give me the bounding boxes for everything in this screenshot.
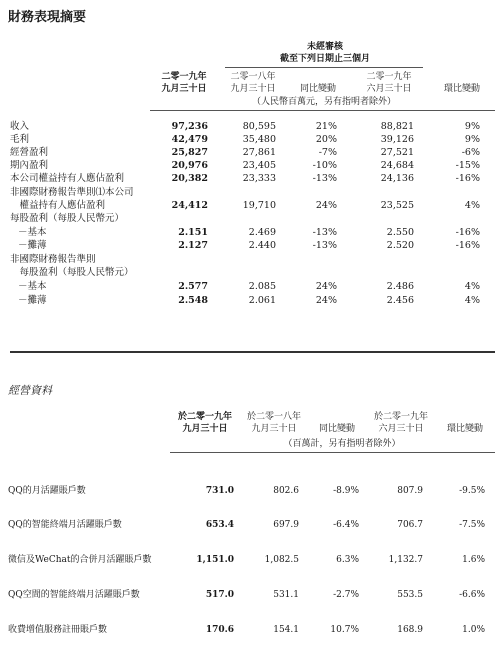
- cell-v5: -16%: [455, 240, 480, 251]
- table-row: [0, 133, 500, 146]
- cell-v5: -16%: [455, 227, 480, 238]
- cell-v1: 2.151: [178, 227, 208, 238]
- t2-col1-year: 於二零一九年: [177, 412, 232, 422]
- cell-v2: 531.1: [273, 590, 299, 600]
- t2-col1-date: 九月三十日: [182, 424, 228, 434]
- table-row: [0, 589, 500, 602]
- cell-v4: 553.5: [397, 590, 423, 600]
- cell-v1: 20,382: [171, 173, 208, 184]
- cell-v2: 2.440: [248, 240, 276, 251]
- cell-v4: 168.9: [397, 625, 423, 635]
- cell-v4: 2.550: [386, 227, 414, 238]
- cell-v5: 4%: [464, 295, 480, 306]
- row-label: －基本: [18, 227, 47, 238]
- table-row: [0, 280, 500, 293]
- cell-v5: -6%: [461, 147, 480, 158]
- col4-year: 二零一九年: [366, 72, 412, 82]
- row-label: QQ空間的智能終端月活躍賬戶數: [8, 590, 140, 600]
- cell-v5: 1.6%: [462, 555, 485, 565]
- row-label: 每股盈利（每股人民幣元）: [10, 213, 125, 224]
- cell-v5: -16%: [455, 173, 480, 184]
- cell-v4: 27,521: [380, 147, 414, 158]
- cell-v3: -2.7%: [333, 590, 359, 600]
- cell-v1: 170.6: [205, 625, 234, 635]
- row-label: －攤薄: [18, 295, 47, 306]
- cell-v2: 80,595: [242, 121, 276, 132]
- cell-v1: 20,976: [171, 160, 208, 171]
- cell-v3: -13%: [312, 227, 337, 238]
- row-label: 經營盈利: [10, 147, 49, 158]
- row-label: －攤薄: [18, 240, 47, 251]
- row-label: 每股盈利（每股人民幣元）: [10, 267, 134, 278]
- col2-year: 二零一八年: [230, 72, 276, 82]
- table-row: [0, 159, 500, 172]
- cell-v2: 23,405: [242, 160, 276, 171]
- cell-v2: 27,861: [242, 147, 276, 158]
- t2-col5-header: 環比變動: [446, 424, 483, 434]
- cell-v3: -13%: [312, 240, 337, 251]
- cell-v3: 20%: [315, 134, 337, 145]
- table-row: [0, 199, 500, 212]
- cell-v3: 21%: [315, 121, 337, 132]
- table-row: [0, 239, 500, 252]
- cell-v2: 19,710: [242, 200, 276, 211]
- cell-v1: 1,151.0: [196, 555, 234, 565]
- unaudited-header: 未經審核: [306, 42, 343, 52]
- t2-col4-year: 於二零一九年: [373, 412, 428, 422]
- cell-v2: 697.9: [273, 520, 299, 530]
- row-label: －基本: [18, 281, 47, 292]
- row-label: 收入: [10, 121, 30, 132]
- table-row: [0, 253, 500, 266]
- table-row: [0, 172, 500, 185]
- cell-v5: 1.0%: [462, 625, 485, 635]
- cell-v4: 24,684: [380, 160, 414, 171]
- cell-v3: 24%: [315, 281, 337, 292]
- cell-v1: 25,827: [171, 147, 208, 158]
- col3-header: 同比變動: [299, 84, 336, 94]
- cell-v4: 88,821: [380, 121, 414, 132]
- cell-v4: 2.520: [386, 240, 414, 251]
- cell-v5: 9%: [464, 121, 480, 132]
- table-row: [0, 212, 500, 225]
- cell-v5: -7.5%: [459, 520, 485, 530]
- cell-v3: 24%: [315, 200, 337, 211]
- cell-v1: 97,236: [171, 121, 208, 132]
- cell-v4: 2.486: [386, 281, 414, 292]
- period-header: 截至下列日期止三個月: [279, 54, 370, 64]
- cell-v3: -7%: [318, 147, 337, 158]
- table-row: [0, 554, 500, 567]
- row-label: 非國際財務報告準則: [10, 254, 96, 265]
- row-label: QQ的智能終端月活躍賬戶數: [8, 520, 122, 530]
- cell-v1: 2.577: [178, 281, 208, 292]
- table-row: [0, 624, 500, 637]
- row-label: 微信及WeChat的合併月活躍賬戶數: [8, 555, 152, 565]
- cell-v1: 653.4: [205, 520, 234, 530]
- table-row: [0, 120, 500, 133]
- section2-title: 經營資料: [8, 384, 52, 397]
- cell-v1: 517.0: [205, 590, 234, 600]
- cell-v2: 154.1: [273, 625, 299, 635]
- cell-v3: -6.4%: [333, 520, 359, 530]
- cell-v4: 39,126: [380, 134, 414, 145]
- table-row: [0, 294, 500, 307]
- table-row: [0, 519, 500, 532]
- col2-date: 九月三十日: [230, 84, 276, 94]
- cell-v1: 731.0: [205, 486, 234, 496]
- row-label: QQ的月活躍賬戶數: [8, 486, 86, 496]
- cell-v1: 2.127: [178, 240, 208, 251]
- table-row: [0, 146, 500, 159]
- cell-v4: 2.456: [386, 295, 414, 306]
- cell-v3: -13%: [312, 173, 337, 184]
- cell-v3: -10%: [312, 160, 337, 171]
- cell-v3: -8.9%: [333, 486, 359, 496]
- t2-col4-date: 六月三十日: [378, 424, 424, 434]
- cell-v2: 2.469: [248, 227, 276, 238]
- col5-header: 環比變動: [443, 84, 480, 94]
- row-label: 權益持有人應佔盈利: [10, 200, 106, 211]
- t2-units-note: （百萬計，另有指明者除外）: [283, 439, 401, 449]
- cell-v3: 6.3%: [336, 555, 359, 565]
- cell-v5: -6.6%: [459, 590, 485, 600]
- row-label: 毛利: [10, 134, 30, 145]
- t2-col3-header: 同比變動: [318, 424, 355, 434]
- table-row: [0, 186, 500, 199]
- cell-v1: 24,412: [171, 200, 208, 211]
- table1-bottom-rule: [10, 351, 495, 353]
- row-label: 期內盈利: [10, 160, 49, 171]
- units-note: （人民幣百萬元，另有指明者除外）: [251, 97, 396, 107]
- table-row: [0, 485, 500, 498]
- col1-date: 九月三十日: [161, 84, 207, 94]
- cell-v3: 10.7%: [330, 625, 359, 635]
- cell-v1: 2.548: [178, 295, 208, 306]
- t2-col2-date: 九月三十日: [251, 424, 297, 434]
- cell-v2: 35,480: [242, 134, 276, 145]
- cell-v2: 2.085: [248, 281, 276, 292]
- cell-v5: 4%: [464, 200, 480, 211]
- cell-v4: 1,132.7: [388, 555, 423, 565]
- col1-year: 二零一九年: [161, 72, 207, 82]
- row-label: 收費增值服務註冊賬戶數: [8, 625, 108, 635]
- page-title: 財務表現摘要: [8, 10, 87, 25]
- cell-v2: 2.061: [248, 295, 276, 306]
- t2-units-rule: [170, 452, 495, 453]
- cell-v4: 24,136: [380, 173, 414, 184]
- cell-v5: 4%: [464, 281, 480, 292]
- units-rule: [150, 110, 495, 111]
- cell-v5: -15%: [455, 160, 480, 171]
- row-label: 非國際財務報告準則⑴本公司: [10, 187, 134, 198]
- cell-v5: -9.5%: [459, 486, 485, 496]
- cell-v2: 802.6: [273, 486, 299, 496]
- cell-v5: 9%: [464, 134, 480, 145]
- cell-v4: 807.9: [397, 486, 423, 496]
- col4-date: 六月三十日: [366, 84, 412, 94]
- cell-v4: 706.7: [397, 520, 423, 530]
- row-label: 本公司權益持有人應佔盈利: [10, 173, 125, 184]
- header-rule: [225, 67, 423, 68]
- cell-v3: 24%: [315, 295, 337, 306]
- cell-v2: 1,082.5: [264, 555, 299, 565]
- table-row: [0, 266, 500, 279]
- t2-col2-year: 於二零一八年: [246, 412, 301, 422]
- cell-v1: 42,479: [171, 134, 208, 145]
- table-row: [0, 226, 500, 239]
- cell-v2: 23,333: [242, 173, 276, 184]
- cell-v4: 23,525: [380, 200, 414, 211]
